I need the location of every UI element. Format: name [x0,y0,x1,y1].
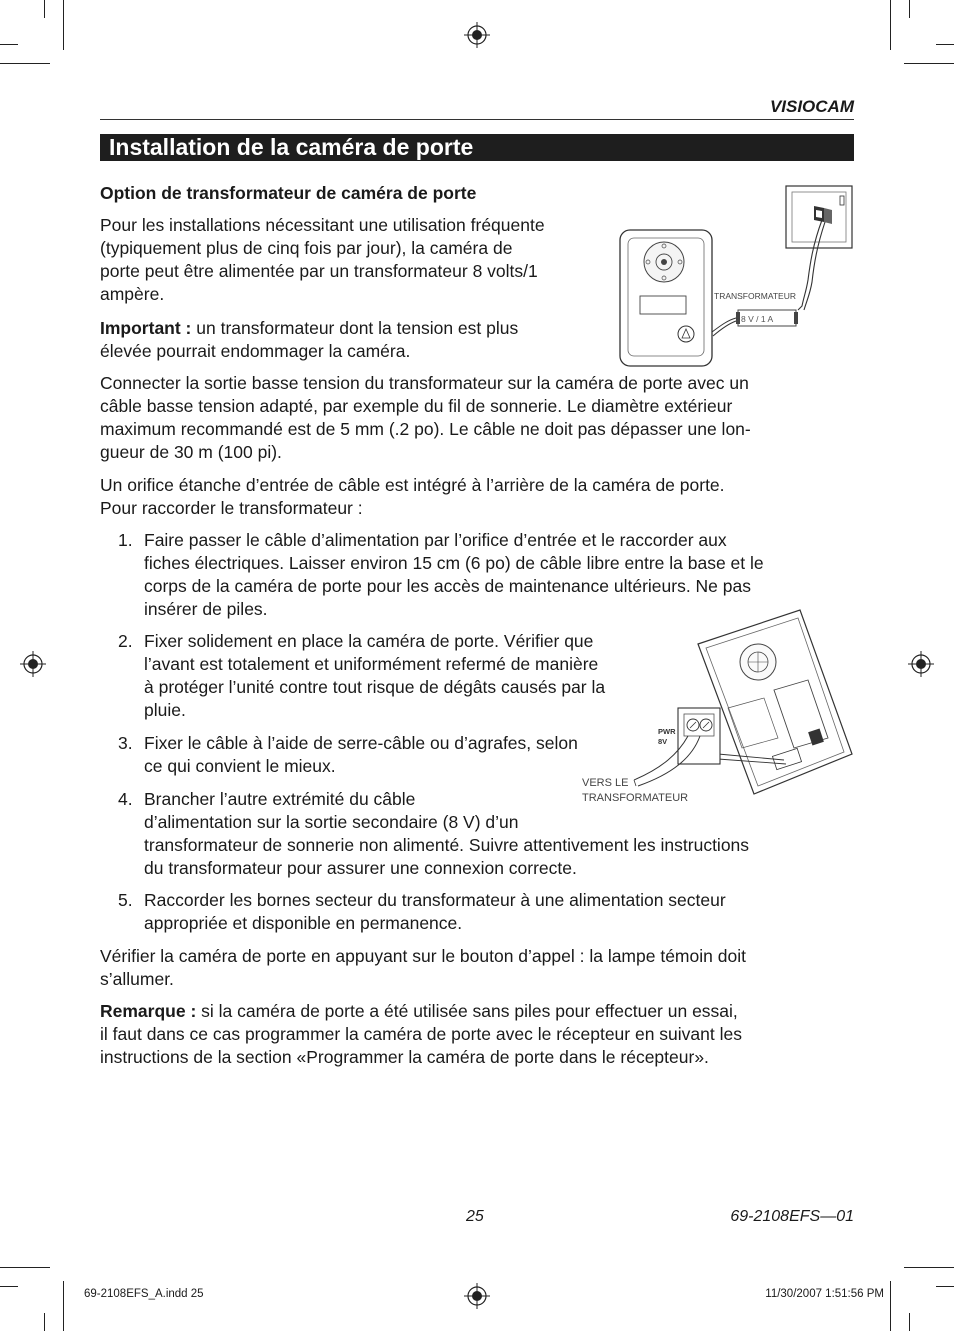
step-5-text [144,889,864,935]
remark-label: Remarque : [100,1001,197,1021]
text-line: si la caméra de porte a été utilisée sans piles pour effectuer un essai, [196,1001,738,1021]
crop-mark [0,44,18,45]
document-code: 69-2108EFS—01 [730,1208,854,1225]
text-line: pluie. [144,700,186,720]
text-line: Fixer solidement en place la caméra de porte. Vérifier que [144,631,594,651]
step-number: 4. [118,789,133,809]
text-line: du transformateur pour assurer une connexion correcte. [144,858,577,878]
terminal-label-pwr: PWR [658,727,676,736]
wire-label-line2: TRANSFORMATEUR [582,792,689,804]
text-line: ce qui convient le mieux. [144,756,336,776]
step-number: 2. [118,631,133,651]
crop-mark [904,63,954,64]
text-line: Fixer le câble à l’aide de serre-câble ou d’agrafes, selon [144,733,578,753]
text-line: appropriée et disponible en permanence. [144,913,463,933]
important-note [100,317,620,363]
text-line: porte peut être alimentée par un transformateur 8 volts/1 [100,261,538,281]
crop-mark [936,1286,954,1287]
important-label: Important : [100,318,192,338]
text-line: gueur de 30 m (100 pi). [100,442,282,462]
registration-mark-icon [464,22,490,48]
crop-mark [936,44,954,45]
terminal-label-8v: 8V [658,737,668,746]
text-line: Vérifier la caméra de porte en appuyant sur le bouton d’appel : la lampe témoin doit [100,946,746,966]
section-title-bar [100,134,854,161]
crop-mark [44,0,45,18]
text-line: Un orifice étanche d’entrée de câble est intégré à l’arrière de la caméra de porte. [100,475,725,495]
text-line: instructions de la section «Programmer la caméra de porte dans le récepteur». [100,1047,709,1067]
crop-mark [890,0,891,50]
text-line: l’avant est totalement et uniformément refermé de manière [144,654,599,674]
header-brand: VISIOCAM [769,97,854,116]
crop-mark [63,1281,64,1331]
text-line: Raccorder les bornes secteur du transformateur à une alimentation secteur [144,890,726,910]
crop-mark [0,1267,50,1268]
wire-label-line1: VERS LE [582,777,629,789]
text-line: Connecter la sortie basse tension du transformateur sur la caméra de porte avec un [100,373,749,393]
crop-mark [63,0,64,50]
text-line: élevée pourrait endommager la caméra. [100,341,411,361]
text-line: (typiquement plus de cinq fois par jour), la caméra de [100,238,513,258]
text-line: fiches électriques. Laisser environ 15 cm (6 po) de câble libre entre la base et le [144,553,764,573]
text-line: ampère. [100,284,165,304]
registration-mark-icon [20,651,46,677]
transformer-rating: 8 V / 1 A [741,314,774,324]
subheading: Option de transformateur de caméra de porte [100,183,477,203]
remark-note [100,1000,860,1069]
text-line: Brancher l’autre extrémité du câble [144,789,416,809]
crop-mark [904,1267,954,1268]
step-number: 3. [118,733,133,753]
text-line: câble basse tension adapté, par exemple du fil de sonnerie. Le diamètre extérieur [100,396,733,416]
transformer-diagram [618,184,858,368]
text-line: il faut dans ce cas programmer la caméra de porte avec le récepteur en suivant les [100,1024,742,1044]
text-line: transformateur de sonnerie non alimenté. Suivre attentivement les instructions [144,835,750,855]
crop-mark [909,0,910,18]
text-line: maximum recommandé est de 5 mm (.2 po). Le câble ne doit pas dépasser une lon- [100,419,751,439]
orifice-paragraph [100,474,860,520]
camera-wiring-diagram [578,604,860,806]
registration-mark-icon [908,651,934,677]
text-line: Pour raccorder le transformateur : [100,498,363,518]
slug-file: 69-2108EFS_A.indd 25 [84,1288,204,1300]
connect-paragraph [100,372,860,464]
crop-mark [44,1313,45,1331]
header-rule [100,119,854,120]
intro-paragraph [100,214,620,306]
crop-mark [0,63,50,64]
verify-paragraph [100,945,860,991]
crop-mark [890,1281,891,1331]
slug-timestamp: 11/30/2007 1:51:56 PM [765,1288,884,1300]
text-line: à protéger l’unité contre tout risque de dégâts causés par la [144,677,606,697]
step-number: 1. [118,530,133,550]
text-line: un transformateur dont la tension est plus [191,318,519,338]
page-number: 25 [466,1208,484,1225]
registration-mark-icon [464,1283,490,1309]
text-line: Pour les installations nécessitant une utilisation fréquente [100,215,545,235]
section-title: Installation de la caméra de porte [109,134,474,160]
text-line: s’allumer. [100,969,174,989]
transformer-label: TRANSFORMATEUR [714,291,797,301]
crop-mark [0,1286,18,1287]
crop-mark [909,1313,910,1331]
step-number: 5. [118,890,133,910]
text-line: insérer de piles. [144,599,268,619]
text-line: corps de la caméra de porte pour les accès de maintenance ultérieurs. Ne pas [144,576,751,596]
text-line: Faire passer le câble d’alimentation par l’orifice d’entrée et le raccorder aux [144,530,727,550]
text-line: d’alimentation sur la sortie secondaire (8 V) d’un [144,812,519,832]
